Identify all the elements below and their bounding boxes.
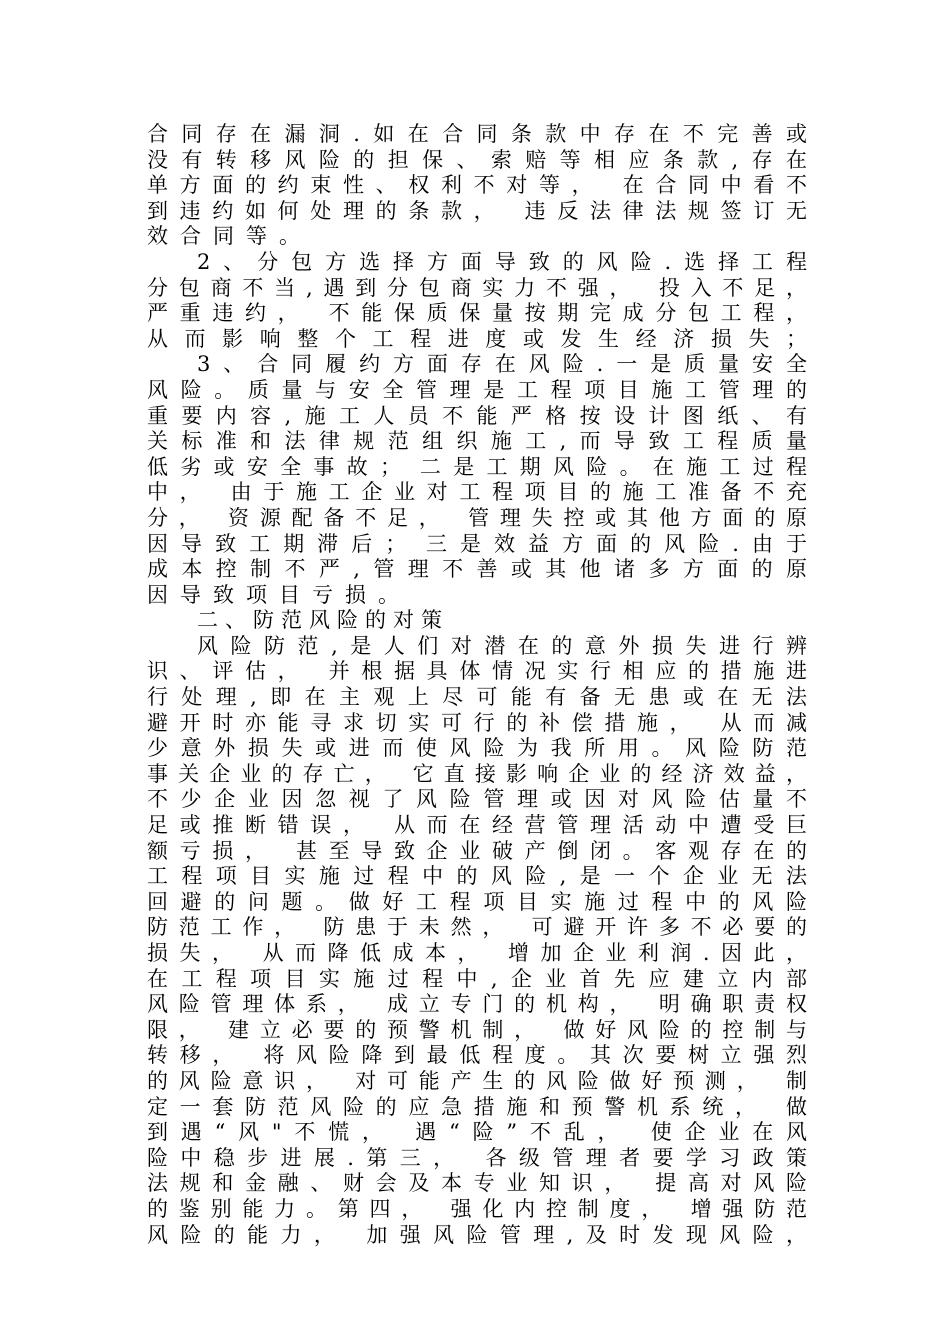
text-line: 风险。质量与安全管理是工程项目施工管理的 xyxy=(147,377,807,402)
text-line: 分包商不当,遇到分包商实力不强， 投入不足， xyxy=(147,275,807,300)
text-line: 避开时亦能寻求切实可行的补偿措施， 从而减 xyxy=(147,710,807,735)
text-line: 效合同等。 xyxy=(147,224,312,249)
text-line: 成本控制不严,管理不善或其他诸多方面的原 xyxy=(147,557,807,582)
text-line: 回避的问题。做好工程项目实施过程中的风险 xyxy=(147,889,807,914)
text-line: 工程项目实施过程中的风险,是一个企业无法 xyxy=(147,864,807,889)
text-line: 2、分包方选择方面导致的风险.选择工程 xyxy=(197,249,807,274)
text-line: 没有转移风险的担保、索赔等相应条款,存在 xyxy=(147,147,807,172)
text-line: 额亏损， 甚至导致企业破产倒闭。客观存在的 xyxy=(147,838,807,863)
body-text xyxy=(147,122,807,1248)
text-line: 不少企业因忽视了风险管理或因对风险估量不 xyxy=(147,787,807,812)
text-line: 在工程项目实施过程中,企业首先应建立内部 xyxy=(147,966,807,991)
text-line: 损失， 从而降低成本， 增加企业利润.因此， xyxy=(147,941,807,965)
text-line: 识、评估， 并根据具体情况实行相应的措施进 xyxy=(147,659,807,684)
section-heading: 二、防范风险的对策 xyxy=(197,608,449,633)
text-line: 严重违约， 不能保质保量按期完成分包工程， xyxy=(147,301,807,326)
text-line: 到违约如何处理的条款， 违反法律法规签订无 xyxy=(147,198,807,223)
text-line: 事关企业的存亡， 它直接影响企业的经济效益， xyxy=(147,761,807,786)
text-line: 合同存在漏洞.如在合同条款中存在不完善或 xyxy=(147,122,807,146)
text-line: 足或推断错误， 从而在经营管理活动中遭受巨 xyxy=(147,813,807,838)
text-line: 分， 资源配备不足， 管理失控或其他方面的原 xyxy=(147,505,807,530)
text-line: 行处理,即在主观上尽可能有备无患或在无法 xyxy=(147,685,807,710)
text-line: 重要内容,施工人员不能严格按设计图纸、有 xyxy=(147,403,807,428)
text-line: 防范工作， 防患于未然， 可避开许多不必要的 xyxy=(147,915,807,940)
text-line: 的风险意识， 对可能产生的风险做好预测， 制 xyxy=(147,1068,807,1093)
text-line: 从而影响整个工程进度或发生经济损失； xyxy=(147,326,807,351)
text-line: 的鉴别能力。第四， 强化内控制度， 增强防范 xyxy=(147,1196,807,1221)
text-line: 定一套防范风险的应急措施和预警机系统， 做 xyxy=(147,1094,807,1119)
text-line: 险中稳步进展.第三， 各级管理者要学习政策 xyxy=(147,1145,807,1170)
text-line: 到遇“风"不慌， 遇“险”不乱， 使企业在风 xyxy=(147,1120,807,1145)
text-line: 法规和金融、财会及本专业知识， 提高对风险 xyxy=(147,1171,807,1196)
text-line: 风险的能力， 加强风险管理,及时发现风险， xyxy=(147,1222,807,1247)
text-line: 少意外损失或进而使风险为我所用。风险防范 xyxy=(147,736,807,761)
text-line: 限， 建立必要的预警机制， 做好风险的控制与 xyxy=(147,1017,807,1042)
text-line: 低劣或安全事故； 二是工期风险。在施工过程 xyxy=(147,454,807,479)
text-line: 转移， 将风险降到最低程度。其次要树立强烈 xyxy=(147,1043,807,1068)
text-line: 风险防范,是人们对潜在的意外损失进行辨 xyxy=(197,633,807,658)
text-line: 单方面的约束性、权利不对等， 在合同中看不 xyxy=(147,173,807,198)
text-line: 因导致工期滞后； 三是效益方面的风险.由于 xyxy=(147,531,807,556)
text-line: 中， 由于施工企业对工程项目的施工准备不充 xyxy=(147,480,807,505)
text-line: 风险管理体系， 成立专门的机构， 明确职责权 xyxy=(147,992,807,1017)
text-line: 3、合同履约方面存在风险.一是质量安全 xyxy=(197,352,807,377)
text-line: 因导致项目亏损。 xyxy=(147,582,411,607)
text-line: 关标准和法律规范组织施工,而导致工程质量 xyxy=(147,429,807,454)
